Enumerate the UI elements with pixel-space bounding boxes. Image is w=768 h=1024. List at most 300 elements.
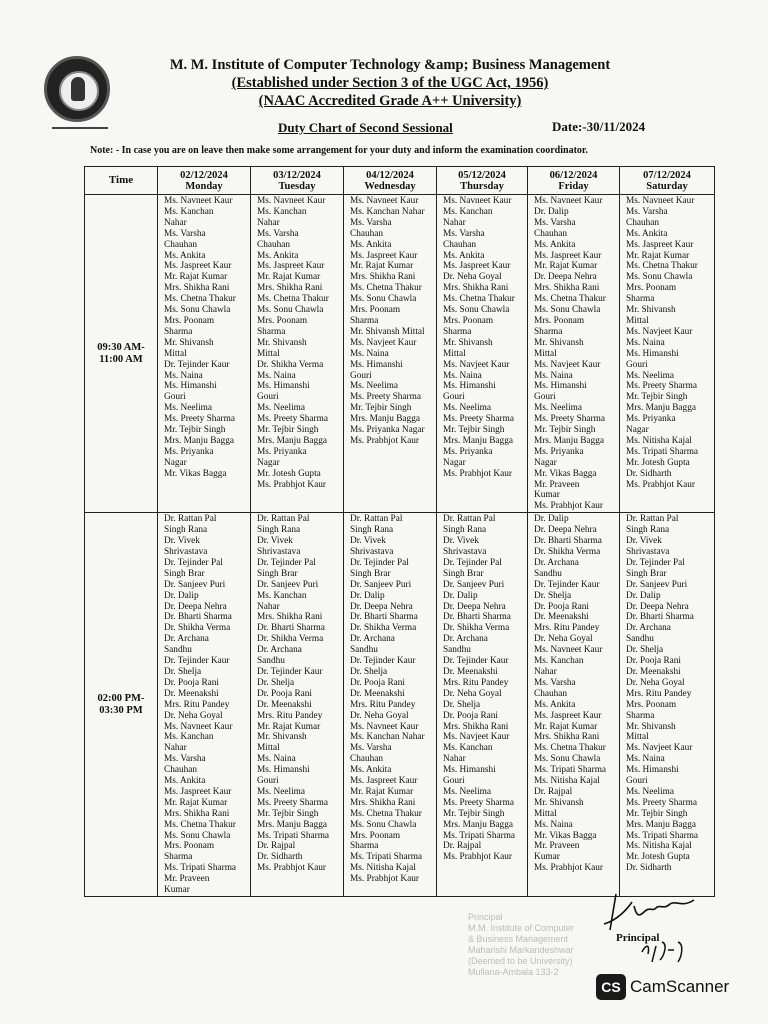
staff-name: Dr. Sanjeev Puri xyxy=(350,579,412,590)
staff-list xyxy=(437,195,527,480)
staff-name: Mrs. Poonam xyxy=(626,283,677,294)
staff-name: Ms. Himanshi xyxy=(164,381,217,392)
duty-cell xyxy=(620,195,715,513)
staff-name: Dr. Bharti Sharma xyxy=(443,612,511,623)
staff-name: Dr. Dalip xyxy=(534,206,569,217)
staff-name: Dr. Tejinder Pal xyxy=(164,557,223,568)
staff-name: Ms. Priyanka xyxy=(626,414,676,425)
staff-name: Dr. Deepa Nehra xyxy=(534,272,597,283)
staff-name: Mr. Shivansh xyxy=(626,305,676,316)
time-end: 03:30 PM xyxy=(99,704,143,716)
day-name: Thursday xyxy=(460,180,504,192)
staff-name: Dr. Sanjeev Puri xyxy=(626,579,688,590)
staff-name: Mrs. Shikha Rani xyxy=(164,808,230,819)
staff-name: Mrs. Shikha Rani xyxy=(534,283,600,294)
staff-name: Ms. Navjeet Kaur xyxy=(534,359,601,370)
staff-name: Sharma xyxy=(626,710,655,721)
staff-name: Ms. Ankita xyxy=(164,250,206,261)
staff-name: Sharma xyxy=(534,326,563,337)
day-date: 07/12/2024 xyxy=(643,169,691,181)
staff-name: Ms. Neelima xyxy=(443,403,492,414)
staff-name: Mr. Shivansh xyxy=(443,337,493,348)
staff-name: Dr. Shikha Verma xyxy=(257,634,324,645)
staff-name: Mr. Vikas Bagga xyxy=(534,468,597,479)
staff-name: Ms. Himanshi xyxy=(443,381,496,392)
day-name: Friday xyxy=(558,180,589,192)
staff-name: Singh Rana xyxy=(164,525,208,536)
staff-name: Gouri xyxy=(257,776,279,787)
staff-name: Ms. Kanchan xyxy=(257,206,307,217)
staff-name: Ms. Prabhjot Kaur xyxy=(350,874,419,885)
duty-cell xyxy=(344,195,437,513)
staff-name: Dr. Tejinder Pal xyxy=(626,557,685,568)
duty-cell xyxy=(528,195,620,513)
staff-name: Mr. Tejbir Singh xyxy=(350,403,412,414)
staff-name: Dr. Neha Goyal xyxy=(534,634,593,645)
staff-name: Dr. Vivek xyxy=(164,536,200,547)
duty-cell xyxy=(437,195,528,513)
staff-name: Ms. Varsha xyxy=(534,677,576,688)
staff-name: Ms. Chetna Thakur xyxy=(257,294,329,305)
staff-name: Mrs. Manju Bagga xyxy=(626,819,696,830)
staff-name: Ms. Himanshi xyxy=(534,381,587,392)
establishment-line: (Established under Section 3 of the UGC Act, 1956) xyxy=(231,75,549,91)
staff-list xyxy=(528,195,619,512)
staff-name: Ms. Varsha xyxy=(443,228,485,239)
staff-name: Mrs. Poonam xyxy=(626,699,677,710)
staff-name: Ms. Himanshi xyxy=(257,381,310,392)
staff-name: Ms. Prabhjot Kaur xyxy=(350,435,419,446)
staff-name: Dr. Vivek xyxy=(350,536,386,547)
staff-name: Dr. Dalip xyxy=(626,590,661,601)
staff-name: Ms. Naina xyxy=(443,370,482,381)
staff-name: Gouri xyxy=(534,392,556,403)
staff-name: Dr. Neha Goyal xyxy=(164,710,223,721)
staff-name: Dr. Shikha Verma xyxy=(534,547,601,557)
staff-name: Ms. Naina xyxy=(626,754,665,765)
staff-name: Chauhan xyxy=(257,239,291,250)
staff-name: Nagar xyxy=(534,457,557,468)
staff-name: Dr. Deepa Nehra xyxy=(443,601,506,612)
staff-name: Dr. Dalip xyxy=(350,590,385,601)
staff-name: Dr. Neha Goyal xyxy=(443,272,502,283)
duty-cell xyxy=(528,513,620,897)
staff-list xyxy=(158,195,250,480)
staff-list xyxy=(251,195,343,490)
staff-name: Ms. Chetna Thakur xyxy=(350,283,422,294)
staff-name: Ms. Chetna Thakur xyxy=(443,294,515,305)
staff-name: Mittal xyxy=(626,315,649,326)
staff-name: Dr. Dalip xyxy=(164,590,199,601)
staff-name: Gouri xyxy=(350,370,372,381)
staff-name: Ms. Himanshi xyxy=(626,348,679,359)
day-name: Monday xyxy=(185,180,223,192)
duty-cell xyxy=(251,195,344,513)
staff-name: Ms. Chetna Thakur xyxy=(164,819,236,830)
staff-name: Sharma xyxy=(164,852,193,863)
stamp-line: M.M. Institute of Computer xyxy=(468,923,575,933)
day-header xyxy=(344,167,437,195)
staff-name: Mr. Jotesh Gupta xyxy=(257,468,321,479)
staff-name: Mrs. Shikha Rani xyxy=(350,797,416,808)
staff-name: Ms. Varsha xyxy=(350,743,392,754)
staff-name: Ms. Ankita xyxy=(534,699,576,710)
staff-name: Dr. Pooja Rani xyxy=(164,677,220,688)
staff-name: Ms. Prabhjot Kaur xyxy=(626,479,695,490)
staff-name: Mittal xyxy=(443,348,466,359)
staff-name: Ms. Prabhjot Kaur xyxy=(257,863,326,874)
staff-name: Chauhan xyxy=(626,217,660,228)
staff-name: Gouri xyxy=(626,776,648,787)
staff-name: Shrivastava xyxy=(164,547,208,557)
staff-name: Dr. Archana xyxy=(257,645,302,656)
staff-name: Mrs. Ritu Pandey xyxy=(164,699,230,710)
staff-name: Nahar xyxy=(443,754,466,765)
staff-name: Ms. Ankita xyxy=(257,250,299,261)
staff-name: Dr. Deepa Nehra xyxy=(534,525,597,536)
staff-name: Dr. Pooja Rani xyxy=(626,656,682,667)
staff-name: Dr. Sidharth xyxy=(257,852,303,863)
staff-name: Ms. Tripati Sharma xyxy=(350,852,423,863)
duty-cell xyxy=(344,513,437,897)
staff-name: Ms. Jaspreet Kaur xyxy=(257,261,325,272)
staff-name: Mrs. Manju Bagga xyxy=(164,435,234,446)
staff-name: Ms. Jaspreet Kaur xyxy=(626,239,694,250)
staff-name: Chauhan xyxy=(350,228,384,239)
staff-name: Dr. Tejinder Kaur xyxy=(534,579,600,590)
day-date: 02/12/2024 xyxy=(180,169,228,181)
staff-list xyxy=(620,195,714,490)
staff-name: Dr. Shikha Verma xyxy=(350,623,417,634)
staff-name: Ms. Kanchan xyxy=(164,732,214,743)
staff-name: Ms. Sonu Chawla xyxy=(350,819,417,830)
staff-name: Singh Brar xyxy=(257,568,298,579)
staff-name: Ms. Jaspreet Kaur xyxy=(350,250,418,261)
staff-name: Ms. Kanchan xyxy=(257,590,307,601)
staff-name: Dr. Pooja Rani xyxy=(350,677,406,688)
staff-name: Ms. Varsha xyxy=(350,217,392,228)
staff-name: Ms. Varsha xyxy=(164,228,206,239)
staff-name: Dr. Bharti Sharma xyxy=(350,612,418,623)
staff-name: Dr. Dalip xyxy=(534,514,569,525)
staff-name: Ms. Chetna Thakur xyxy=(534,743,606,754)
staff-name: Dr. Rajpal xyxy=(257,841,296,852)
staff-name: Ms. Naina xyxy=(534,370,573,381)
staff-name: Dr. Sidharth xyxy=(626,468,672,479)
staff-name: Kumar xyxy=(534,490,560,501)
staff-name: Dr. Meenakshi xyxy=(626,666,681,677)
staff-name: Dr. Sanjeev Puri xyxy=(443,579,505,590)
staff-name: Dr. Shelja xyxy=(257,677,295,688)
staff-name: Dr. Archana xyxy=(350,634,395,645)
camscanner-text: CamScanner xyxy=(630,977,730,996)
staff-name: Mrs. Poonam xyxy=(534,315,585,326)
staff-name: Kumar xyxy=(534,852,560,863)
staff-name: Singh Rana xyxy=(350,525,394,536)
staff-name: Mr. Tejbir Singh xyxy=(626,808,688,819)
staff-name: Nahar xyxy=(534,666,557,677)
staff-name: Mr. Praveen xyxy=(534,841,580,852)
staff-name: Ms. Sonu Chawla xyxy=(257,305,324,316)
staff-name: Ms. Prabhjot Kaur xyxy=(443,468,512,479)
staff-name: Gouri xyxy=(164,392,186,403)
staff-name: Mrs. Poonam xyxy=(443,315,494,326)
staff-name: Nahar xyxy=(164,743,187,754)
staff-name: Dr. Deepa Nehra xyxy=(164,601,227,612)
staff-name: Mrs. Shikha Rani xyxy=(443,721,509,732)
staff-name: Dr. Pooja Rani xyxy=(534,601,590,612)
staff-name: Singh Brar xyxy=(164,568,205,579)
staff-name: Ms. Ankita xyxy=(350,239,392,250)
staff-name: Mrs. Manju Bagga xyxy=(443,819,513,830)
staff-name: Sharma xyxy=(626,294,655,305)
staff-name: Ms. Navneet Kaur xyxy=(164,196,233,206)
staff-name: Ms. Prabhjot Kaur xyxy=(534,501,603,512)
staff-name: Mrs. Ritu Pandey xyxy=(443,677,509,688)
staff-name: Mrs. Poonam xyxy=(257,315,308,326)
staff-name: Ms. Neelima xyxy=(257,403,306,414)
staff-name: Chauhan xyxy=(534,688,568,699)
staff-name: Dr. Bharti Sharma xyxy=(626,612,694,623)
day-date: 03/12/2024 xyxy=(273,169,321,181)
staff-name: Ms. Sonu Chawla xyxy=(534,305,601,316)
staff-name: Ms. Prabhjot Kaur xyxy=(534,863,603,874)
staff-name: Dr. Shelja xyxy=(443,699,481,710)
day-date: 05/12/2024 xyxy=(458,169,506,181)
staff-name: Singh Brar xyxy=(626,568,667,579)
staff-name: Dr. Meenakshi xyxy=(257,699,312,710)
staff-name: Ms. Neelima xyxy=(257,786,306,797)
day-header xyxy=(251,167,344,195)
staff-name: Dr. Archana xyxy=(534,557,579,568)
staff-name: Dr. Rattan Pal xyxy=(350,514,403,525)
staff-name: Mrs. Ritu Pandey xyxy=(626,688,692,699)
staff-list xyxy=(528,513,619,874)
staff-name: Ms. Neelima xyxy=(626,786,675,797)
staff-list xyxy=(251,513,343,874)
staff-name: Dr. Vivek xyxy=(626,536,662,547)
staff-name: Mr. Rajat Kumar xyxy=(534,261,598,272)
staff-name: Mrs. Poonam xyxy=(350,305,401,316)
staff-name: Ms. Tripati Sharma xyxy=(164,863,237,874)
staff-name: Mr. Jotesh Gupta xyxy=(626,852,690,863)
staff-name: Ms. Navneet Kaur xyxy=(350,721,419,732)
staff-name: Ms. Preety Sharma xyxy=(257,797,329,808)
staff-name: Mrs. Manju Bagga xyxy=(626,403,696,414)
staff-name: Ms. Varsha xyxy=(257,228,299,239)
staff-name: Ms. Ankita xyxy=(164,776,206,787)
staff-name: Ms. Tripati Sharma xyxy=(443,830,516,841)
staff-name: Ms. Naina xyxy=(626,337,665,348)
staff-name: Dr. Bharti Sharma xyxy=(257,623,325,634)
staff-name: Ms. Navjeet Kaur xyxy=(626,743,693,754)
day-header xyxy=(437,167,528,195)
staff-name: Mr. Shivansh xyxy=(164,337,214,348)
day-header xyxy=(620,167,715,195)
staff-name: Ms. Naina xyxy=(350,348,389,359)
staff-name: Mrs. Ritu Pandey xyxy=(257,710,323,721)
staff-name: Mrs. Poonam xyxy=(164,315,215,326)
staff-name: Ms. Tripati Sharma xyxy=(626,830,699,841)
staff-name: Ms. Jaspreet Kaur xyxy=(534,250,602,261)
principal-stamp xyxy=(468,912,618,978)
staff-name: Mr. Rajat Kumar xyxy=(350,786,414,797)
staff-name: Chauhan xyxy=(164,239,198,250)
staff-name: Ms. Chetna Thakur xyxy=(626,261,698,272)
staff-name: Ms. Preety Sharma xyxy=(257,414,329,425)
camscanner-icon: CS xyxy=(596,974,626,1000)
staff-name: Ms. Sonu Chawla xyxy=(164,830,231,841)
staff-name: Ms. Naina xyxy=(534,819,573,830)
table-header-row xyxy=(85,167,715,195)
staff-name: Nahar xyxy=(257,601,280,612)
staff-name: Mrs. Manju Bagga xyxy=(443,435,513,446)
staff-name: Ms. Chetna Thakur xyxy=(350,808,422,819)
principal-signature xyxy=(598,890,728,970)
time-column-header: Time xyxy=(85,167,158,195)
staff-name: Singh Rana xyxy=(626,525,670,536)
staff-name: Mr. Rajat Kumar xyxy=(626,250,690,261)
staff-name: Ms. Navjeet Kaur xyxy=(626,326,693,337)
day-header xyxy=(158,167,251,195)
staff-name: Mr. Shivansh xyxy=(534,337,584,348)
day-header xyxy=(528,167,620,195)
staff-name: Mrs. Manju Bagga xyxy=(350,414,420,425)
staff-name: Ms. Navneet Kaur xyxy=(626,196,695,206)
staff-name: Dr. Deepa Nehra xyxy=(350,601,413,612)
staff-name: Nahar xyxy=(164,217,187,228)
duty-cell xyxy=(158,195,251,513)
staff-name: Dr. Rajpal xyxy=(534,786,573,797)
staff-name: Dr. Tejinder Kaur xyxy=(164,656,230,667)
staff-name: Mrs. Shikha Rani xyxy=(164,283,230,294)
staff-name: Nahar xyxy=(257,217,280,228)
staff-name: Ms. Kanchan Nahar xyxy=(350,206,425,217)
staff-name: Shrivastava xyxy=(257,547,301,557)
staff-name: Dr. Dalip xyxy=(443,590,478,601)
staff-name: Ms. Ankita xyxy=(626,228,668,239)
staff-name: Dr. Shelja xyxy=(534,590,572,601)
afternoon-session-row xyxy=(85,513,715,897)
staff-name: Sandhu xyxy=(443,645,471,656)
staff-name: Ms. Himanshi xyxy=(257,765,310,776)
staff-name: Ms. Kanchan xyxy=(443,206,493,217)
staff-name: Gouri xyxy=(626,359,648,370)
staff-name: Singh Brar xyxy=(443,568,484,579)
staff-name: Dr. Archana xyxy=(443,634,488,645)
staff-name: Mr. Rajat Kumar xyxy=(350,261,414,272)
staff-name: Dr. Shelja xyxy=(626,645,664,656)
staff-name: Ms. Naina xyxy=(257,370,296,381)
staff-name: Dr. Deepa Nehra xyxy=(626,601,689,612)
staff-name: Dr. Vivek xyxy=(257,536,293,547)
staff-name: Mittal xyxy=(164,348,187,359)
staff-name: Dr. Meenakshi xyxy=(164,688,219,699)
staff-name: Dr. Tejinder Pal xyxy=(257,557,316,568)
staff-name: Mr. Praveen xyxy=(164,874,210,885)
staff-name: Chauhan xyxy=(350,754,384,765)
staff-name: Ms. Sonu Chawla xyxy=(443,305,510,316)
staff-name: Ms. Priyanka xyxy=(257,446,307,457)
staff-list xyxy=(437,513,527,863)
staff-name: Nagar xyxy=(164,457,187,468)
staff-name: Dr. Tejinder Kaur xyxy=(443,656,509,667)
staff-name: Ms. Neelima xyxy=(626,370,675,381)
staff-name: Mr. Tejbir Singh xyxy=(164,425,226,436)
university-logo xyxy=(44,56,110,122)
staff-name: Dr. Archana xyxy=(626,623,671,634)
staff-name: Sharma xyxy=(257,326,286,337)
staff-name: Mrs. Ritu Pandey xyxy=(534,623,600,634)
staff-name: Sandhu xyxy=(350,645,378,656)
staff-name: Mittal xyxy=(257,348,280,359)
staff-name: Ms. Preety Sharma xyxy=(626,797,698,808)
staff-name: Mrs. Shikha Rani xyxy=(257,283,323,294)
staff-name: Mr. Shivansh xyxy=(257,732,307,743)
staff-list xyxy=(158,513,250,896)
staff-name: Mr. Shivansh xyxy=(626,721,676,732)
staff-name: Mittal xyxy=(257,743,280,754)
staff-name: Ms. Tripati Sharma xyxy=(534,765,607,776)
duty-chart-title: Duty Chart of Second Sessional xyxy=(278,120,453,135)
staff-name: Dr. Neha Goyal xyxy=(626,677,685,688)
staff-name: Sharma xyxy=(443,326,472,337)
stamp-line: Mullana-Ambala 133-2 xyxy=(468,967,559,977)
staff-name: Ms. Kanchan Nahar xyxy=(350,732,425,743)
staff-name: Ms. Himanshi xyxy=(626,765,679,776)
duty-chart-table xyxy=(84,166,715,897)
staff-name: Ms. Chetna Thakur xyxy=(534,294,606,305)
stamp-line: Principal xyxy=(468,912,503,922)
logo-figure xyxy=(71,77,85,101)
stamp-line: Maharishi Markandeshwar xyxy=(468,945,574,955)
staff-name: Ms. Navjeet Kaur xyxy=(443,359,510,370)
staff-name: Ms. Neelima xyxy=(534,403,583,414)
staff-name: Chauhan xyxy=(443,239,477,250)
day-name: Wednesday xyxy=(364,180,416,192)
staff-name: Ms. Kanchan xyxy=(443,743,493,754)
staff-name: Ms. Chetna Thakur xyxy=(164,294,236,305)
staff-name: Ms. Nitisha Kajal xyxy=(534,776,600,787)
staff-name: Ms. Sonu Chawla xyxy=(534,754,601,765)
staff-name: Ms. Preety Sharma xyxy=(443,414,515,425)
staff-name: Dr. Vivek xyxy=(443,536,479,547)
staff-name: Ms. Varsha xyxy=(534,217,576,228)
staff-name: Ms. Kanchan xyxy=(534,656,584,667)
staff-name: Mittal xyxy=(626,732,649,743)
day-name: Tuesday xyxy=(278,180,316,192)
staff-name: Mr. Shivansh xyxy=(257,337,307,348)
staff-name: Ms. Himanshi xyxy=(443,765,496,776)
staff-name: Ms. Nitisha Kajal xyxy=(626,841,692,852)
note-text: Note: - In case you are on leave then make some arrangement for your duty and inform the examination coordinator. xyxy=(90,145,588,156)
staff-name: Ms. Ankita xyxy=(443,250,485,261)
staff-name: Ms. Nitisha Kajal xyxy=(626,435,692,446)
staff-name: Sharma xyxy=(350,315,379,326)
staff-name: Ms. Jaspreet Kaur xyxy=(443,261,511,272)
staff-name: Mr. Tejbir Singh xyxy=(257,425,319,436)
staff-list xyxy=(344,513,436,885)
staff-name: Ms. Preety Sharma xyxy=(534,414,606,425)
staff-name: Dr. Rattan Pal xyxy=(626,514,679,525)
staff-name: Ms. Jaspreet Kaur xyxy=(350,776,418,787)
staff-name: Ms. Himanshi xyxy=(350,359,403,370)
staff-name: Ms. Navjeet Kaur xyxy=(443,732,510,743)
staff-name: Nagar xyxy=(626,425,649,436)
staff-name: Dr. Bharti Sharma xyxy=(164,612,232,623)
institute-name: M. M. Institute of Computer Technology &amp; Business Management xyxy=(169,57,611,73)
staff-name: Mr. Tejbir Singh xyxy=(534,425,596,436)
